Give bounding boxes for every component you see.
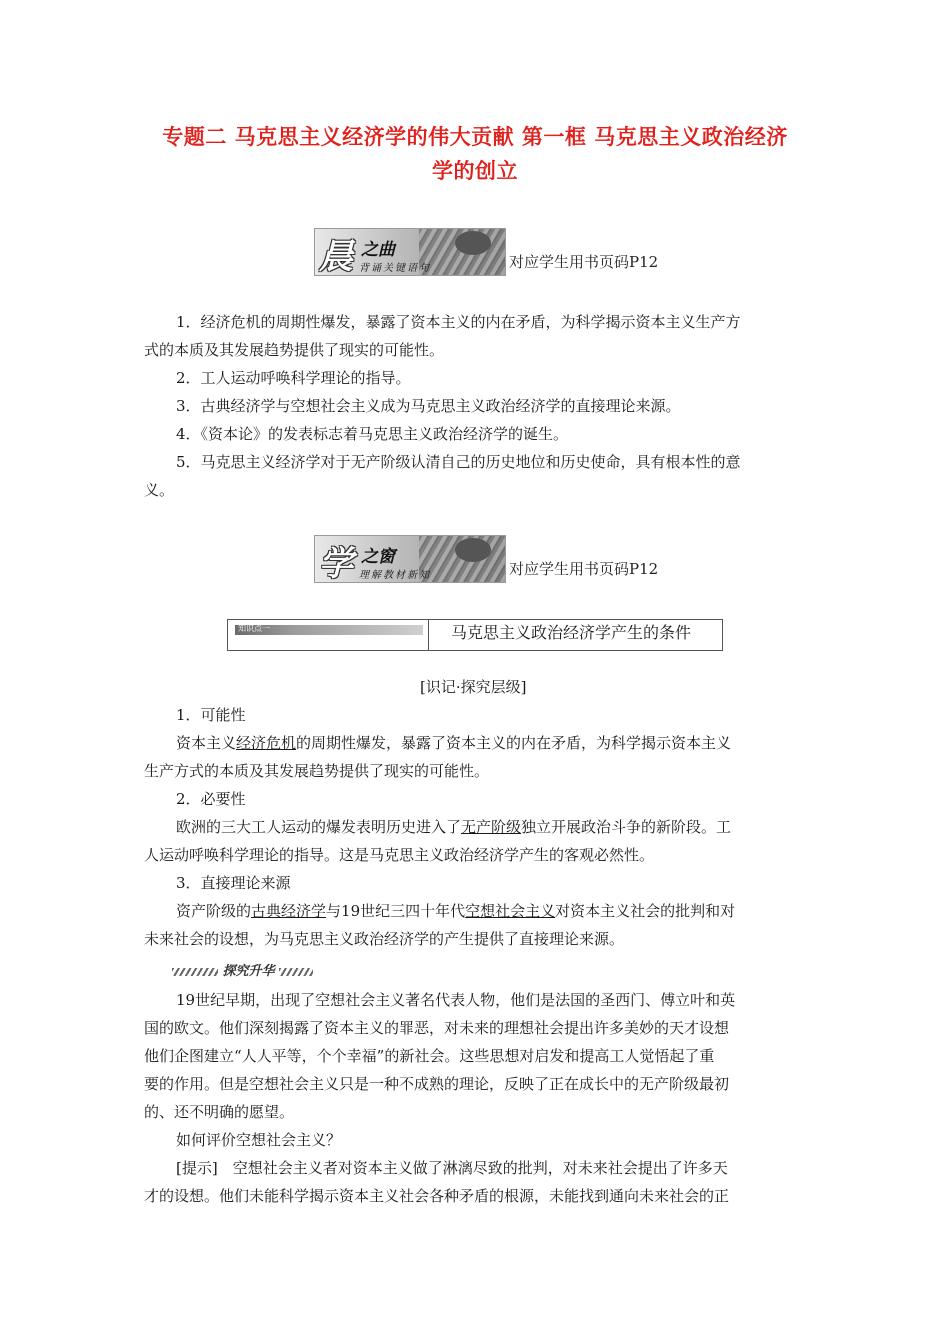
text-run: 与19世纪三四十年代 — [326, 902, 466, 920]
banner-big-char: 晨 — [319, 237, 353, 276]
text-run: 独立开展政治斗争的新阶段。工 — [521, 818, 732, 836]
banner-subtitle: 理解教材新知 — [359, 570, 431, 581]
underlined-term: 古典经济学 — [251, 902, 327, 920]
banner-image-study — [314, 535, 506, 583]
text-run: 对资本主义社会的批判和对 — [555, 902, 736, 920]
key-point-2: 2．工人运动呼唤科学理论的指导。 — [176, 369, 411, 387]
underlined-term: 无产阶级 — [461, 818, 522, 836]
key-point-1-cont: 式的本质及其发展趋势提供了现实的可能性。 — [144, 341, 445, 359]
explore-paragraph: 19世纪早期，出现了空想社会主义著名代表人物，他们是法国的圣西门、傅立叶和英 — [176, 991, 736, 1009]
page-ref: 对应学生用书页码P12 — [509, 253, 659, 271]
explore-paragraph-cont: 的、还不明确的愿望。 — [144, 1103, 295, 1121]
title-line-2: 学的创立 — [432, 159, 518, 183]
text-run: 资本主义 — [176, 734, 237, 752]
key-point-5: 5．马克思主义经济学对于无产阶级认清自己的历史地位和历史使命，具有根本性的意 — [176, 453, 741, 471]
explore-question: 如何评价空想社会主义？ — [176, 1131, 342, 1149]
section-2-title: 2．必要性 — [176, 790, 246, 808]
explore-hint-cont: 才的设想。他们未能科学揭示资本主义社会各种矛盾的根源，未能找到通向未来社会的正 — [144, 1187, 730, 1205]
section-1-title: 1．可能性 — [176, 706, 246, 724]
level-label: [识记·探究层级] — [420, 678, 527, 696]
knowledge-point-box — [227, 619, 723, 651]
page-ref: 对应学生用书页码P12 — [509, 560, 659, 578]
explore-paragraph-cont: 他们企图建立“人人平等，个个幸福”的新社会。这些思想对启发和提高工人觉悟起了重 — [144, 1047, 715, 1065]
underlined-term: 空想社会主义 — [465, 902, 556, 920]
explore-paragraph-cont: 要的作用。但是空想社会主义只是一种不成熟的理论，反映了正在成长中的无产阶级最初 — [144, 1075, 730, 1093]
explore-paragraph-cont: 国的欧文。他们深刻揭露了资本主义的罪恶，对未来的理想社会提出许多美妙的天才设想 — [144, 1019, 730, 1037]
text-run: 资产阶级的 — [176, 902, 252, 920]
key-point-1: 1．经济危机的周期性爆发，暴露了资本主义的内在矛盾，为科学揭示资本主义生产方 — [176, 313, 741, 331]
knowledge-tag: 知识点一 — [238, 624, 270, 633]
hatch-decoration — [172, 968, 218, 976]
text-run: 的周期性爆发，暴露了资本主义的内在矛盾，为科学揭示资本主义 — [296, 734, 732, 752]
explore-label-text: 探究升华 — [222, 964, 275, 979]
tree-graphic — [455, 231, 491, 255]
knowledge-tag-cell — [228, 620, 429, 650]
banner-small-chars: 之窗 — [361, 547, 395, 567]
hatch-decoration — [279, 968, 313, 976]
title-line-1: 专题二 马克思主义经济学的伟大贡献 第一框 马克思主义政治经济 — [162, 125, 788, 149]
banner-big-char: 学 — [319, 544, 353, 583]
section-3-text-cont: 未来社会的设想，为马克思主义政治经济学的产生提供了直接理论来源。 — [144, 930, 625, 948]
section-banner-study — [314, 535, 658, 583]
key-point-3: 3．古典经济学与空想社会主义成为马克思主义政治经济学的直接理论来源。 — [176, 397, 681, 415]
key-point-4: 4．《资本论》的发表标志着马克思主义政治经济学的诞生。 — [176, 425, 569, 443]
banner-small-chars: 之曲 — [361, 240, 395, 260]
knowledge-tag-bar — [235, 625, 423, 635]
section-3-text — [176, 897, 735, 925]
section-2-text — [176, 813, 731, 841]
banner-subtitle: 背诵关键语句 — [359, 263, 431, 274]
page-title — [120, 120, 830, 188]
banner-image-morning — [314, 228, 506, 276]
underlined-term: 经济危机 — [236, 734, 297, 752]
text-run: 欧洲的三大工人运动的爆发表明历史进入了 — [176, 818, 462, 836]
key-point-5-cont: 义。 — [144, 481, 175, 499]
section-3-title: 3．直接理论来源 — [176, 874, 291, 892]
knowledge-heading: 马克思主义政治经济学产生的条件 — [451, 623, 692, 642]
section-1-text — [176, 729, 731, 757]
explore-label — [172, 960, 318, 979]
explore-hint: [提示] 空想社会主义者对资本主义做了淋漓尽致的批判，对未来社会提出了许多天 — [176, 1159, 728, 1177]
section-2-text-cont: 人运动呼唤科学理论的指导。这是马克思主义政治经济学产生的客观必然性。 — [144, 846, 655, 864]
section-banner-morning — [314, 228, 658, 276]
section-1-text-cont: 生产方式的本质及其发展趋势提供了现实的可能性。 — [144, 762, 490, 780]
globe-graphic — [455, 538, 491, 562]
